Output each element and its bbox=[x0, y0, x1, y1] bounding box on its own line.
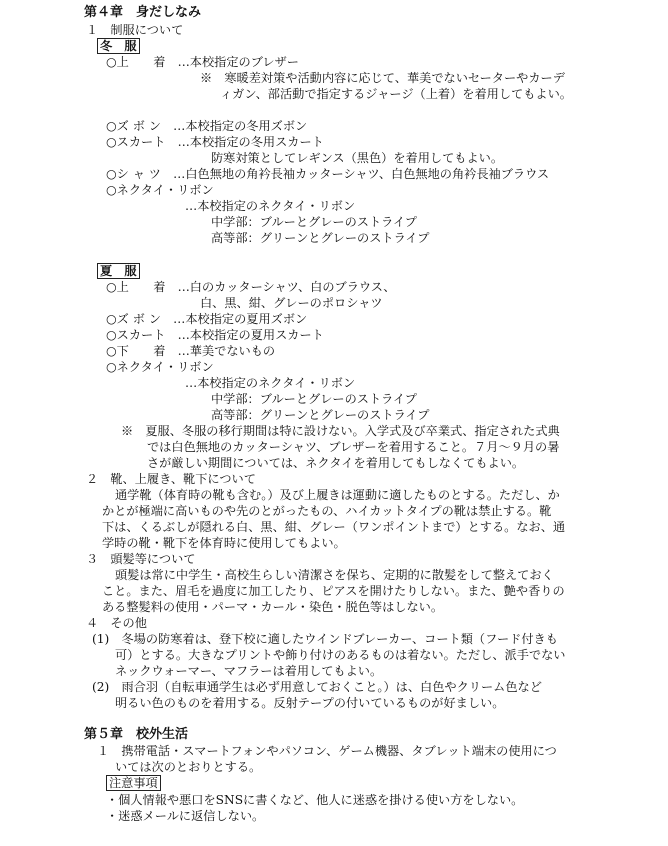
summer-note-1: ※ 夏服、冬服の移行期間は特に設けない。入学式及び卒業式、指定された式典 bbox=[121, 424, 560, 438]
section2-line4: 学時の靴・靴下を体育時に使用してもよい。 bbox=[102, 536, 346, 550]
summer-note-3: さが厳しい期間については、ネクタイを着用してもしなくてもよい。 bbox=[147, 456, 525, 470]
summer-tie: ○ネクタイ・リボン bbox=[106, 360, 214, 374]
chapter4-title: 第４章 身だしなみ bbox=[84, 5, 202, 20]
winter-pants: ○ズ ボ ン …本校指定の冬用ズボン bbox=[106, 119, 308, 133]
chapter5-title: 第５章 校外生活 bbox=[84, 727, 189, 742]
section4-item1-line2: 可）とする。大きなプリントや飾り付けのあるものは着ない。ただし、派手でない bbox=[115, 648, 566, 662]
section4-item2-line2: 明るい色のものを着用する。反射テープの付いているものが好ましい。 bbox=[115, 696, 505, 710]
caution-bullet-2: ・迷惑メールに返信しない。 bbox=[106, 809, 265, 823]
section3-line1: 頭髪は常に中学生・高校生らしい清潔さを保ち、定期的に散髪をして整えておく bbox=[115, 568, 554, 582]
section2-line2: かとが極端に高いものや先のとがったもの、ハイカットタイプの靴は禁止する。靴 bbox=[102, 504, 552, 518]
winter-tie: ○ネクタイ・リボン bbox=[106, 183, 214, 197]
caution-bullet-1: ・個人情報や悪口をSNSに書くなど、他人に迷惑を掛ける使い方をしない。 bbox=[106, 793, 524, 807]
section2-line1: 通学靴（体育時の靴も含む。）及び上履きは運動に適したものとする。ただし、か bbox=[115, 488, 560, 502]
summer-upper: ○上 着 …白のカッターシャツ、白のブラウス、 bbox=[106, 280, 396, 294]
section3-line3: ある整髪料の使用・パーマ・カール・染色・脱色等はしない。 bbox=[102, 600, 444, 614]
winter-label: 冬 服 bbox=[97, 38, 140, 54]
winter-shirt: ○シ ャ ツ …白色無地の角衿長袖カッターシャツ、白色無地の角衿長袖ブラウス bbox=[106, 167, 550, 181]
summer-lower: ○下 着 …華美でないもの bbox=[106, 344, 276, 358]
summer-label: 夏 服 bbox=[97, 263, 140, 279]
winter-tie-junior-high: 中学部：ブルーとグレーのストライプ bbox=[211, 215, 417, 229]
summer-tie-high-school: 高等部：グリーンとグレーのストライプ bbox=[211, 408, 430, 422]
section4-item2-line1: (2) 雨合羽（自転車通学生は必ず用意しておくこと。）は、白色やクリーム色など bbox=[92, 680, 542, 694]
caution-label: 注意事項 bbox=[106, 775, 161, 791]
section2-heading: ２ 靴、上履き、靴下について bbox=[86, 472, 256, 486]
summer-note-2: では白色無地のカッターシャツ、ブレザーを着用すること。７月～９月の暑 bbox=[147, 440, 560, 454]
winter-skirt: ○スカート …本校指定の冬用スカート bbox=[106, 135, 324, 149]
section1-heading: １ 制服について bbox=[86, 23, 184, 37]
summer-tie-desc: …本校指定のネクタイ・リボン bbox=[185, 376, 356, 390]
chapter5-section1-line1: １ 携帯電話・スマートフォンやパソコン、ゲーム機器、タブレット端末の使用につ bbox=[97, 744, 557, 758]
winter-upper-note2: ィガン、部活動で指定するジャージ（上着）を着用してもよい。 bbox=[220, 87, 572, 101]
section2-line3: 下は、くるぶしが隠れる白、黒、紺、グレー（ワンポイントまで）とする。なお、通 bbox=[102, 520, 566, 534]
summer-pants: ○ズ ボ ン …本校指定の夏用ズボン bbox=[106, 312, 308, 326]
chapter5-section1-line2: いては次のとおりとする。 bbox=[115, 760, 262, 774]
section4-item1-line1: (1) 冬場の防寒着は、登下校に適したウインドブレーカー、コート類（フード付きも bbox=[92, 632, 558, 646]
section3-heading: ３ 頭髪等について bbox=[86, 552, 196, 566]
section3-line2: こと。また、眉毛を過度に加工したり、ピアスを開けたりしない。また、艶や香りの bbox=[102, 584, 565, 598]
summer-skirt: ○スカート …本校指定の夏用スカート bbox=[106, 328, 324, 342]
winter-skirt-note: 防寒対策としてレギンス（黒色）を着用してもよい。 bbox=[211, 151, 504, 165]
summer-tie-junior-high: 中学部：ブルーとグレーのストライプ bbox=[211, 392, 417, 406]
winter-upper: ○上 着 …本校指定のブレザー bbox=[106, 55, 299, 69]
winter-tie-desc: …本校指定のネクタイ・リボン bbox=[185, 199, 356, 213]
winter-tie-high-school: 高等部：グリーンとグレーのストライプ bbox=[211, 231, 430, 245]
winter-upper-note1: ※ 寒暖差対策や活動内容に応じて、華美でないセーターやカーデ bbox=[200, 71, 565, 85]
section4-item1-line3: ネックウォーマー、マフラーは着用してもよい。 bbox=[115, 664, 383, 678]
summer-upper-2: 白、黒、紺、グレーのポロシャツ bbox=[200, 296, 383, 310]
section4-heading: ４ その他 bbox=[86, 616, 147, 630]
